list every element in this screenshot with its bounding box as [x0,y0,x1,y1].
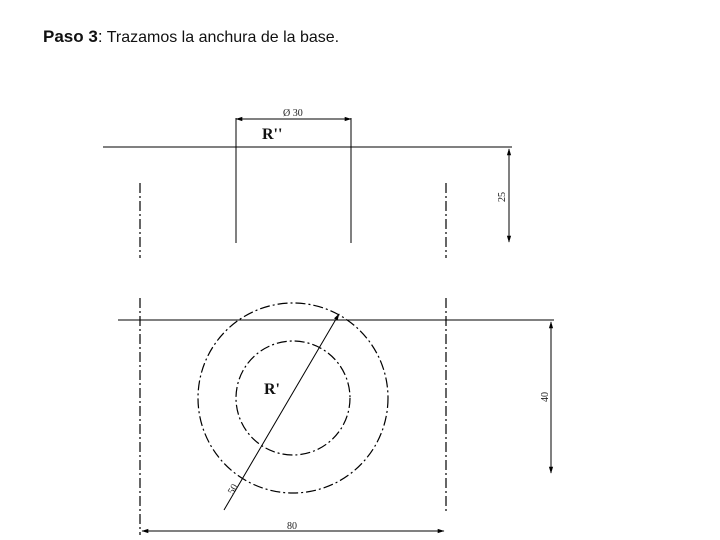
step-colon: : [97,27,103,46]
step-number: Paso 3 [43,27,98,46]
step-description: Trazamos la anchura de la base. [102,29,340,46]
outer-circle [198,303,388,493]
r-double-label: R'' [262,126,283,143]
diagonal-dimension-line [224,314,339,510]
diagonal-dimension-text: 50 [226,482,241,497]
width-80-dimension-text: 80 [287,521,297,532]
inner-circle [236,341,350,455]
height-40-dimension-text: 40 [540,392,551,402]
diameter-dimension-text: Ø 30 [283,108,303,119]
height-25-dimension-text: 25 [497,192,508,202]
r-single-label: R' [264,381,280,398]
